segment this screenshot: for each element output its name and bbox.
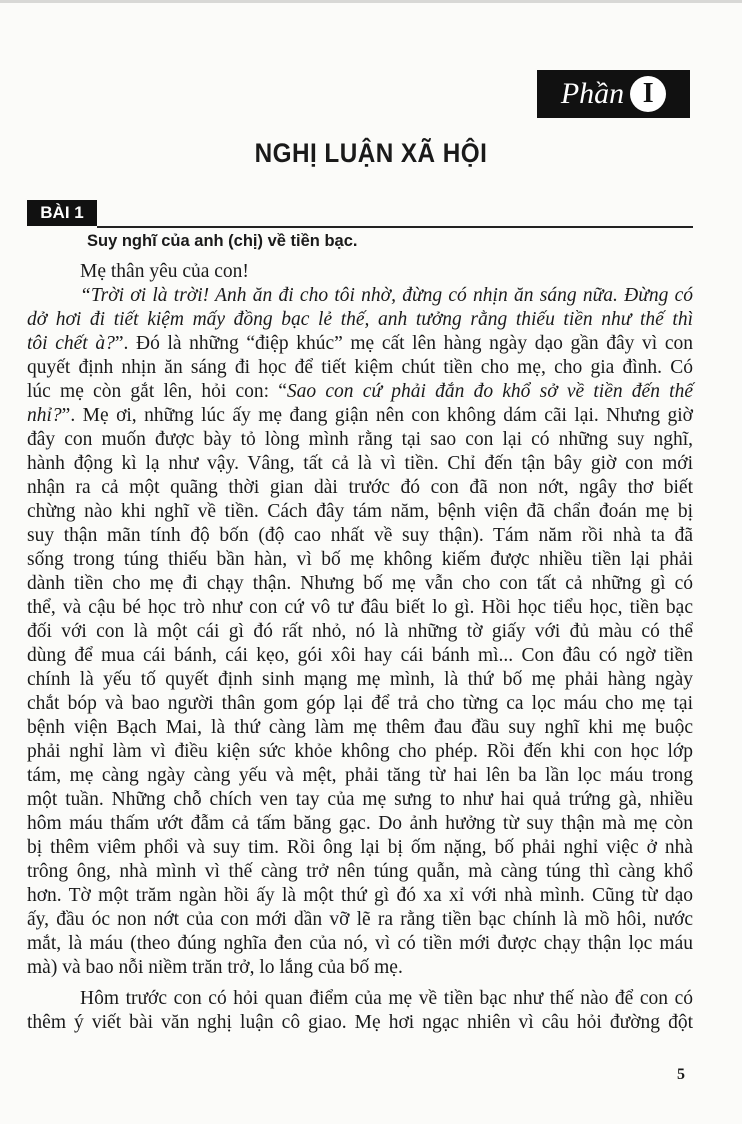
text-segment: ấy, đầu óc non nớt của con mới dần vỡ lẽ ra rằng tiền bạc chính là mồ hôi, nước bbox=[27, 909, 693, 930]
text-segment: chừng nào khi nghĩ về tiền. Cách đây tám năm, bệnh viện đã chẩn đoán mẹ bị bbox=[27, 501, 693, 522]
text-segment: Hôm trước con có hỏi quan điểm của mẹ về tiền bạc như thế nào để con có bbox=[80, 988, 693, 1009]
text-line bbox=[27, 332, 693, 356]
lesson-badge: BÀI 1 bbox=[27, 200, 97, 226]
text-segment: bệnh viện Bạch Mai, là thứ càng làm mẹ thêm đau đầu suy nghĩ khi mẹ buộc bbox=[27, 717, 693, 738]
text-line bbox=[27, 404, 693, 428]
italic-text: nhỉ? bbox=[27, 405, 62, 426]
text-line bbox=[27, 836, 693, 860]
text-segment: mắt, là máu (theo đúng nghĩa đen của nó, vì có tiền mới được chạy thận lọc máu bbox=[27, 933, 693, 954]
text-segment: hôm máu thấm ướt đẫm cả tấm băng gạc. Do ảnh hưởng từ suy thận mà mẹ còn bbox=[27, 813, 693, 834]
text-line bbox=[27, 740, 693, 764]
italic-text: tôi chết à? bbox=[27, 333, 115, 354]
italic-text: “Trời ơi là trời! Anh ăn đi cho tôi nhờ, đừng có nhịn ăn sáng nữa. Đừng có bbox=[80, 285, 693, 306]
text-segment: hành động kì lạ như vậy. Vâng, tất cả là vì tiền. Chỉ đến tận bây giờ con mới bbox=[27, 453, 693, 474]
text-line bbox=[27, 548, 693, 572]
lesson-divider bbox=[97, 226, 693, 228]
text-segment: nhận ra cả một quãng thời gian dài trước đó con đã non nớt, ngây thơ biết bbox=[27, 477, 693, 498]
text-line bbox=[27, 476, 693, 500]
text-line bbox=[27, 692, 693, 716]
text-line bbox=[27, 764, 693, 788]
text-segment: chính là yếu tố quyết định sinh mạng mẹ mình, là thứ bố mẹ phải hàng ngày bbox=[27, 669, 693, 690]
text-line bbox=[27, 987, 693, 1011]
text-line bbox=[27, 788, 693, 812]
text-line bbox=[27, 380, 693, 404]
text-segment: tám, mẹ càng ngày càng yếu và mệt, phải tăng từ hai lên ba lần lọc máu trong bbox=[27, 765, 693, 786]
text-segment: chắt bóp và bao người thân gom góp lại để trả cho từng ca lọc máu cho mẹ tại bbox=[27, 693, 693, 714]
text-segment: phải nghỉ làm vì điều kiện sức khỏe không cho phép. Rồi đến khi con học lớp bbox=[27, 741, 693, 762]
text-segment: trông ông, nhà mình vì thế càng trở nên túng quẫn, mà càng túng thì càng khổ bbox=[27, 861, 693, 882]
text-line bbox=[27, 284, 693, 308]
section-badge bbox=[537, 70, 690, 118]
section-number: I bbox=[630, 76, 666, 112]
text-line bbox=[27, 572, 693, 596]
text-line bbox=[27, 932, 693, 956]
text-segment: suy thận mãn tính độ bốn (độ cao nhất về suy thận). Tám năm rồi nhà ta đã bbox=[27, 525, 693, 546]
text-segment: đối với con là một cái gì đó rất nhỏ, nó là những tờ giấy với đủ màu có thể bbox=[27, 621, 693, 642]
text-segment: dùng để mua cái bánh, cái kẹo, gói xôi hay cái bánh mì... Con đâu có ngờ tiền bbox=[27, 645, 693, 666]
text-line bbox=[27, 308, 693, 332]
italic-text: dở hơi đi tiết kiệm mấy đồng bạc lẻ thế, anh tưởng rằng thiếu tiền như thế thì bbox=[27, 309, 693, 330]
text-line bbox=[27, 716, 693, 740]
text-segment: đây con muốn được bày tỏ lòng mình rằng tại sao con lại có những suy nghĩ, bbox=[27, 429, 693, 450]
text-line bbox=[27, 1011, 693, 1035]
text-line bbox=[27, 644, 693, 668]
text-segment: thêm ý viết bài văn nghị luận cô giao. Mẹ hơi ngạc nhiên vì câu hỏi đường đột bbox=[27, 1012, 693, 1033]
text-line bbox=[27, 620, 693, 644]
text-segment: hơn. Tờ một trăm ngàn hồi ấy là một thứ gì đó xa xỉ với nhà mình. Cũng từ dạo bbox=[27, 885, 693, 906]
text-line bbox=[27, 500, 693, 524]
text-line bbox=[27, 596, 693, 620]
page-top-edge bbox=[0, 0, 742, 3]
text-line bbox=[27, 668, 693, 692]
text-line bbox=[27, 428, 693, 452]
text-line bbox=[27, 956, 693, 980]
text-line bbox=[27, 356, 693, 380]
text-line bbox=[27, 908, 693, 932]
text-segment: quyết định nhịn ăn sáng đi học để tiết kiệm chút tiền cho mẹ, cho gia đình. Có bbox=[27, 357, 693, 378]
text-line bbox=[27, 860, 693, 884]
page-title: NGHỊ LUẬN XÃ HỘI bbox=[254, 138, 488, 168]
text-line bbox=[27, 884, 693, 908]
page-number: 5 bbox=[677, 1066, 685, 1083]
text-segment: sống trong túng thiếu bần hàn, vì bố mẹ không kiếm được nhiều tiền lại phải bbox=[27, 549, 693, 570]
text-line bbox=[27, 260, 693, 284]
text-segment: dành tiền cho mẹ đi chạy thận. Nhưng bố mẹ vẫn cho con tất cả những gì có bbox=[27, 573, 693, 594]
text-segment: Mẹ thân yêu của con! bbox=[80, 261, 249, 282]
text-segment: ”. Mẹ ơi, những lúc ấy mẹ đang giận nên con không dám cãi lại. Nhưng giờ bbox=[61, 405, 693, 426]
text-segment: một tuần. Những chỗ chích ven tay của mẹ sưng to như hai quả trứng gà, nhiều bbox=[27, 789, 693, 810]
text-line bbox=[27, 812, 693, 836]
italic-text: Sao con cứ phải đắn đo khổ sở về tiền đến thế bbox=[286, 381, 693, 402]
text-segment: mà) và bao nỗi niềm trăn trở, lo lắng của bố mẹ. bbox=[27, 957, 403, 978]
lesson-question: Suy nghĩ của anh (chị) về tiền bạc. bbox=[87, 232, 358, 250]
text-segment: lúc mẹ còn gắt lên, hỏi con: “ bbox=[27, 381, 287, 402]
text-line bbox=[27, 524, 693, 548]
section-label: Phần bbox=[560, 77, 625, 110]
text-segment: thể, và cậu bé học trò như con cứ vô tư đâu biết lo gì. Hồi học tiểu học, tiền bạc bbox=[27, 597, 693, 618]
letter-body bbox=[27, 260, 693, 1035]
text-segment: ”. Đó là những “điệp khúc” mẹ cất lên hàng ngày dạo gần đây vì con bbox=[114, 333, 693, 354]
text-line bbox=[27, 452, 693, 476]
text-segment: bị thêm viêm phổi và suy tim. Rồi ông lại bị ốm nặng, bố phải nghỉ việc ở nhà bbox=[27, 837, 693, 858]
